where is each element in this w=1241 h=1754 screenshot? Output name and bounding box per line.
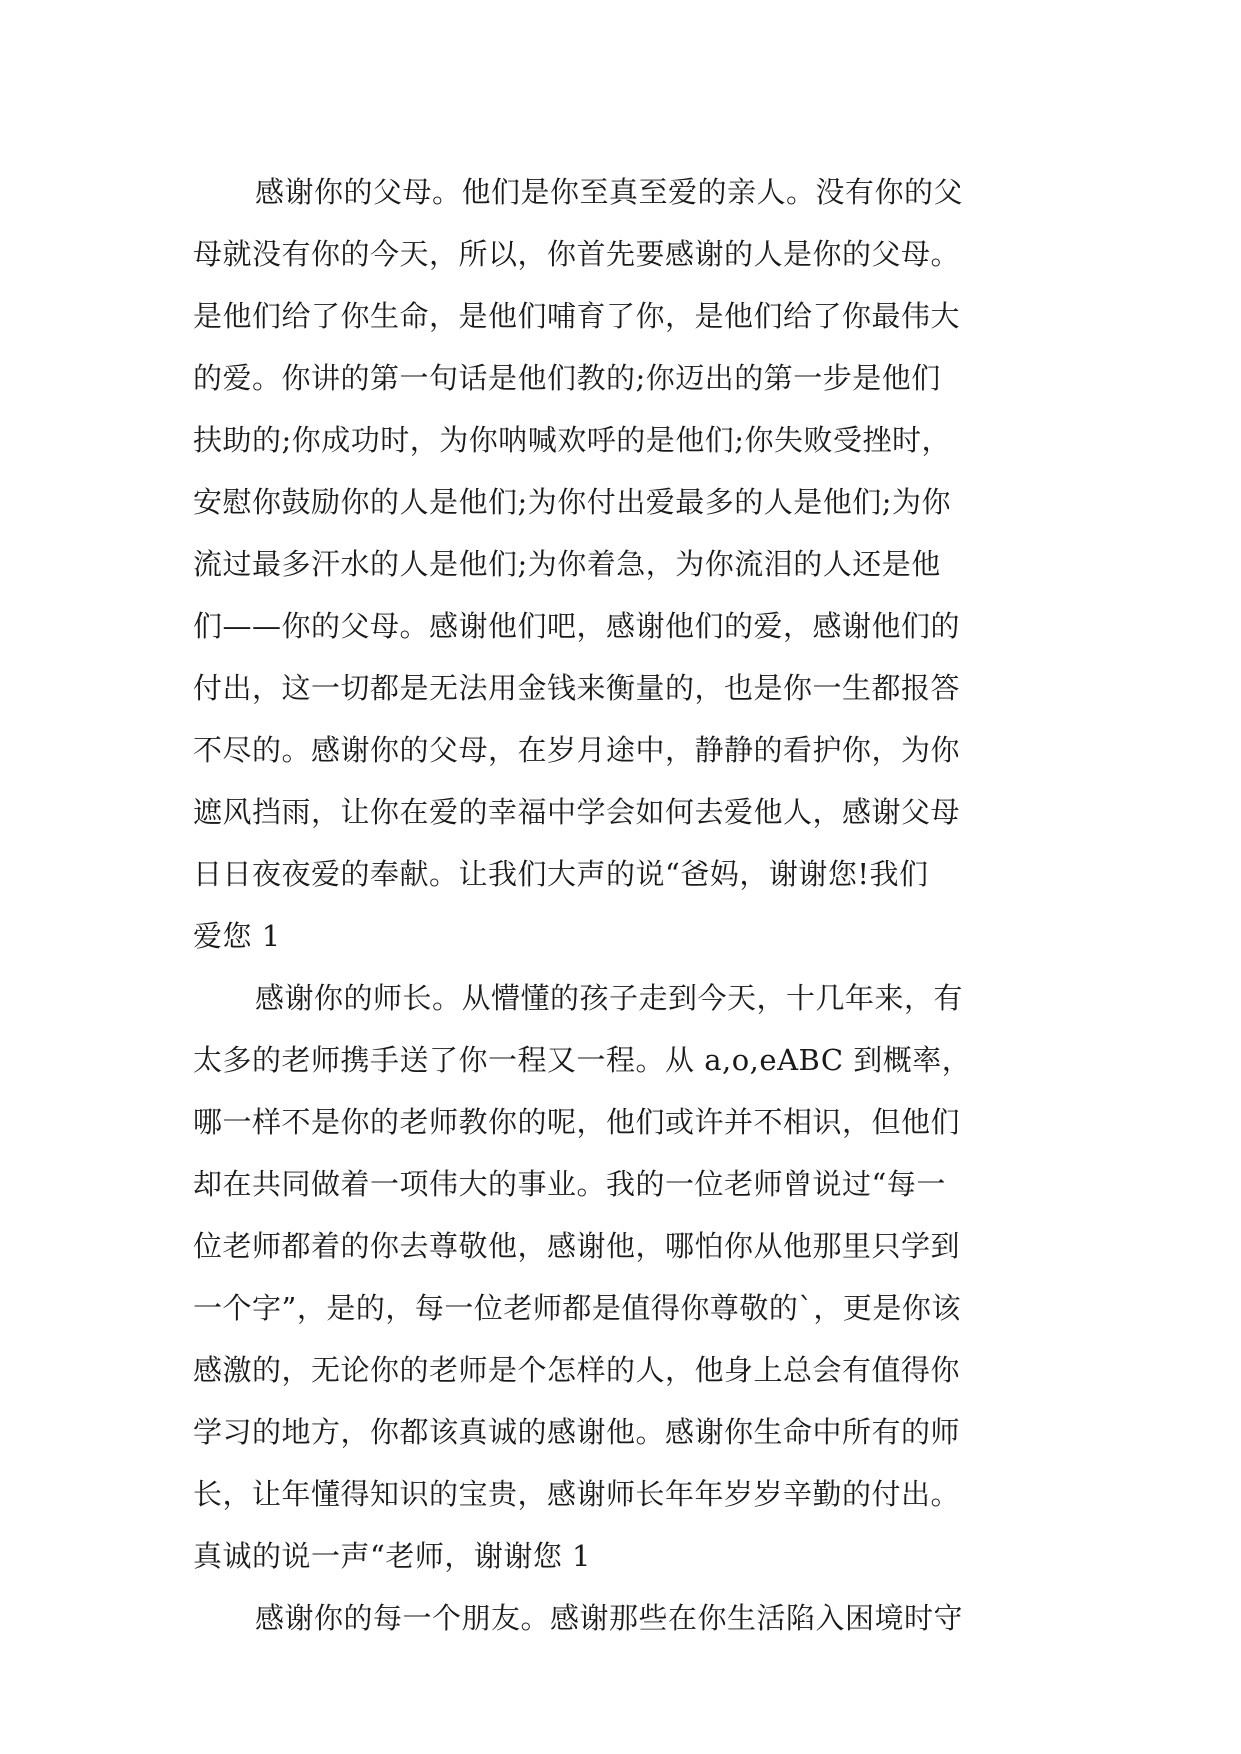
text-line: 位老师都着的你去尊敬他，感谢他，哪怕你从他那里只学到 <box>193 1229 961 1263</box>
paragraph-first-line: 感谢你的师长。从懵懂的孩子走到今天，十几年来，有 <box>255 981 964 1015</box>
paragraph-first-line: 感谢你的每一个朋友。感谢那些在你生活陷入困境时守 <box>255 1601 964 1635</box>
text-line: 日日夜夜爱的奉献。让我们大声的说“爸妈，谢谢您!我们 <box>193 857 929 891</box>
text-line: 付出，这一切都是无法用金钱来衡量的，也是你一生都报答 <box>193 671 961 705</box>
text-line: 爱您 1 <box>193 919 281 953</box>
text-line: 们——你的父母。感谢他们吧，感谢他们的爱，感谢他们的 <box>193 609 961 643</box>
text-line: 学习的地方，你都该真诚的感谢他。感谢你生命中所有的师 <box>193 1415 961 1449</box>
text-line: 扶助的;你成功时，为你呐喊欢呼的是他们;你失败受挫时， <box>193 423 952 457</box>
text-line: 遮风挡雨，让你在爱的幸福中学会如何去爱他人，感谢父母 <box>193 795 961 829</box>
text-line: 一个字”，是的，每一位老师都是值得你尊敬的`，更是你该 <box>193 1291 961 1325</box>
text-line: 的爱。你讲的第一句话是他们教的;你迈出的第一步是他们 <box>193 361 941 395</box>
text-line: 是他们给了你生命，是他们哺育了你，是他们给了你最伟大 <box>193 299 961 333</box>
text-line: 流过最多汗水的人是他们;为你着急，为你流泪的人还是他 <box>193 547 941 581</box>
paragraph-first-line: 感谢你的父母。他们是你至真至爱的亲人。没有你的父 <box>255 175 964 209</box>
text-line: 母就没有你的今天，所以，你首先要感谢的人是你的父母。 <box>193 237 961 271</box>
text-line: 太多的老师携手送了你一程又一程。从 a,o,eABC 到概率， <box>193 1043 972 1077</box>
text-line: 不尽的。感谢你的父母，在岁月途中，静静的看护你，为你 <box>193 733 961 767</box>
text-line: 哪一样不是你的老师教你的呢，他们或许并不相识，但他们 <box>193 1105 961 1139</box>
text-line: 安慰你鼓励你的人是他们;为你付出爱最多的人是他们;为你 <box>193 485 952 519</box>
text-line: 却在共同做着一项伟大的事业。我的一位老师曾说过“每一 <box>193 1167 946 1201</box>
text-line: 真诚的说一声“老师，谢谢您 1 <box>193 1539 591 1573</box>
text-line: 长，让年懂得知识的宝贵，感谢师长年年岁岁辛勤的付出。 <box>193 1477 961 1511</box>
text-line: 感激的，无论你的老师是个怎样的人，他身上总会有值得你 <box>193 1353 961 1387</box>
document-body <box>193 161 1073 1649</box>
